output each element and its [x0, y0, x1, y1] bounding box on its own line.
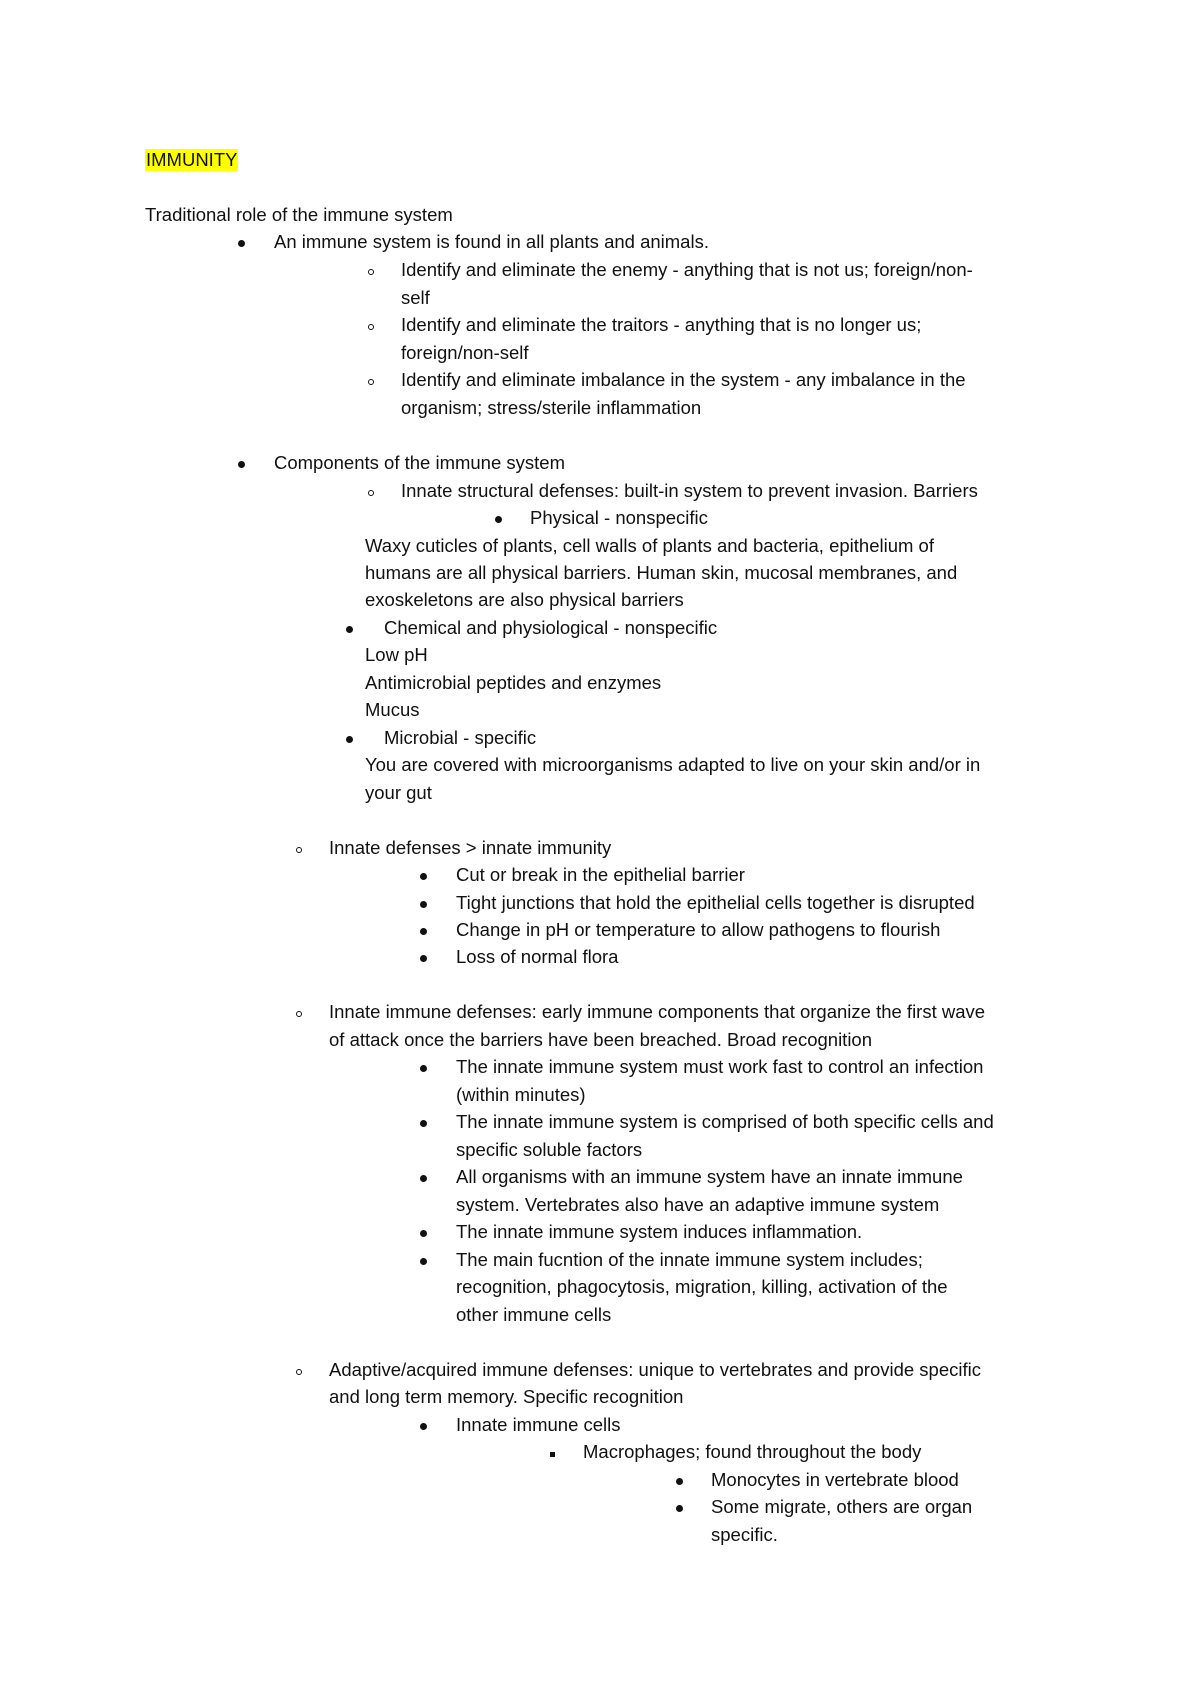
circle-bullet-icon	[368, 480, 374, 502]
circle-bullet-icon	[296, 1359, 302, 1381]
text-line: system. Vertebrates also have an adaptive immune system	[456, 1194, 940, 1215]
text-line: Mucus	[365, 699, 420, 720]
bullet-icon	[495, 507, 502, 529]
text-line: Identify and eliminate imbalance in the system - any imbalance in the	[401, 369, 966, 390]
text-line: specific.	[711, 1524, 778, 1545]
text-line: Innate immune defenses: early immune components that organize the first wave	[329, 1001, 986, 1022]
square-bullet-icon	[550, 1441, 555, 1463]
document-title: IMMUNITY	[146, 149, 238, 170]
bullet-icon	[238, 452, 245, 474]
bullet-icon	[420, 864, 427, 886]
text-line: You are covered with microorganisms adapted to live on your skin and/or in	[365, 754, 981, 775]
text-line: of attack once the barriers have been breached. Broad recognition	[329, 1029, 873, 1050]
circle-bullet-icon	[296, 1001, 302, 1023]
text-line: An immune system is found in all plants and animals.	[274, 231, 709, 252]
text-line: other immune cells	[456, 1304, 612, 1325]
text-line: specific soluble factors	[456, 1139, 643, 1160]
circle-bullet-icon	[368, 314, 374, 336]
text-line: Identify and eliminate the traitors - anything that is no longer us;	[401, 314, 922, 335]
text-line: Innate defenses > innate immunity	[329, 837, 612, 858]
text-line: The innate immune system induces inflammation.	[456, 1221, 863, 1242]
text-line: (within minutes)	[456, 1084, 586, 1105]
bullet-icon	[420, 919, 427, 941]
text-line: Macrophages; found throughout the body	[583, 1441, 922, 1462]
text-line: Innate immune cells	[456, 1414, 621, 1435]
bullet-icon	[420, 946, 427, 968]
text-line: Components of the immune system	[274, 452, 565, 473]
bullet-icon	[420, 1111, 427, 1133]
text-line: The innate immune system is comprised of both specific cells and	[456, 1111, 994, 1132]
text-line: Loss of normal flora	[456, 946, 619, 967]
text-line: All organisms with an immune system have an innate immune	[456, 1166, 963, 1187]
circle-bullet-icon	[368, 369, 374, 391]
bullet-icon	[346, 617, 353, 639]
text-line: and long term memory. Specific recognition	[329, 1386, 684, 1407]
text-line: Tight junctions that hold the epithelial cells together is disrupted	[456, 892, 975, 913]
text-line: Antimicrobial peptides and enzymes	[365, 672, 662, 693]
bullet-icon	[420, 1414, 427, 1436]
bullet-icon	[420, 892, 427, 914]
circle-bullet-icon	[296, 837, 302, 859]
text-line: Chemical and physiological - nonspecific	[384, 617, 718, 638]
text-line: foreign/non-self	[401, 342, 529, 363]
text-line: Traditional role of the immune system	[145, 204, 453, 225]
text-line: The innate immune system must work fast to control an infection	[456, 1056, 984, 1077]
text-line: Adaptive/acquired immune defenses: unique to vertebrates and provide specific	[329, 1359, 981, 1380]
text-line: Low pH	[365, 644, 428, 665]
bullet-icon	[676, 1496, 683, 1518]
text-line: Monocytes in vertebrate blood	[711, 1469, 959, 1490]
bullet-icon	[238, 231, 245, 253]
text-line: Physical - nonspecific	[530, 507, 708, 528]
text-line: recognition, phagocytosis, migration, killing, activation of the	[456, 1276, 948, 1297]
text-line: Identify and eliminate the enemy - anything that is not us; foreign/non-	[401, 259, 973, 280]
text-line: your gut	[365, 782, 432, 803]
text-line: exoskeletons are also physical barriers	[365, 589, 684, 610]
text-line: Some migrate, others are organ	[711, 1496, 973, 1517]
text-line: Waxy cuticles of plants, cell walls of plants and bacteria, epithelium of	[365, 535, 934, 556]
bullet-icon	[420, 1056, 427, 1078]
text-line: Change in pH or temperature to allow pathogens to flourish	[456, 919, 941, 940]
bullet-icon	[420, 1221, 427, 1243]
text-line: Microbial - specific	[384, 727, 537, 748]
text-line: The main fucntion of the innate immune system includes;	[456, 1249, 923, 1270]
text-line: self	[401, 287, 430, 308]
text-line: Cut or break in the epithelial barrier	[456, 864, 745, 885]
bullet-icon	[420, 1166, 427, 1188]
bullet-icon	[346, 727, 353, 749]
text-line: Innate structural defenses: built-in system to prevent invasion. Barriers	[401, 480, 978, 501]
circle-bullet-icon	[368, 259, 374, 281]
bullet-icon	[676, 1469, 683, 1491]
text-line: organism; stress/sterile inflammation	[401, 397, 702, 418]
text-line: humans are all physical barriers. Human skin, mucosal membranes, and	[365, 562, 958, 583]
bullet-icon	[420, 1249, 427, 1271]
